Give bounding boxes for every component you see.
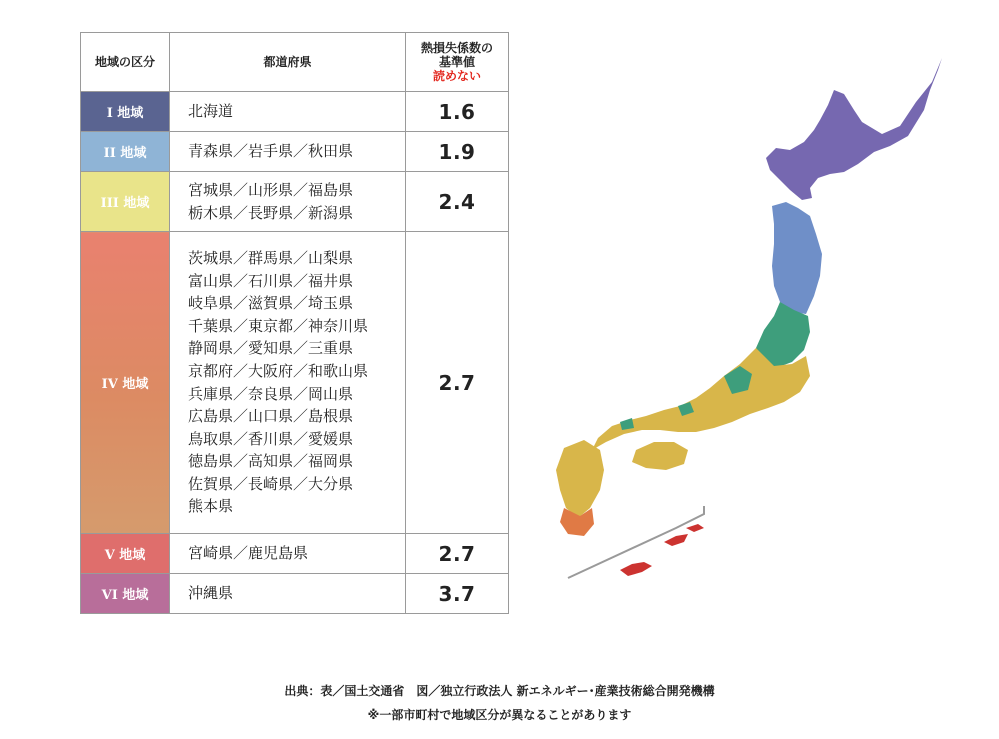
- prefecture-line: 沖縄県: [188, 584, 234, 603]
- prefecture-list: [170, 92, 406, 132]
- footer-note: ※一部市町村で地域区分が異なることがあります: [367, 708, 632, 722]
- zone-label: I 地域: [81, 92, 170, 132]
- coefficient-value: 3.7: [406, 574, 509, 614]
- map-kyushu: [556, 440, 604, 518]
- prefecture-line: 青森県／岩手県／秋田県: [188, 142, 354, 161]
- coefficient-value: 2.4: [406, 172, 509, 232]
- map-tohoku-north: [772, 202, 822, 314]
- header-value-line2: 基準値: [438, 55, 475, 69]
- table-row: [81, 232, 509, 534]
- map-okinawa: [620, 562, 652, 576]
- table-row: [81, 172, 509, 232]
- prefecture-line: 熊本県: [188, 497, 234, 516]
- map-hokkaido: [766, 58, 942, 200]
- prefecture-line: 北海道: [188, 102, 234, 121]
- japan-climate-zone-map: [528, 30, 958, 620]
- coefficient-value: 2.7: [406, 534, 509, 574]
- zone-label: III 地域: [81, 172, 170, 232]
- coefficient-value: 2.7: [406, 232, 509, 534]
- prefecture-line: 栃木県／長野県／新潟県: [188, 203, 354, 222]
- zone-table: [80, 32, 509, 614]
- prefecture-line: 宮城県／山形県／福島県: [188, 180, 354, 199]
- prefecture-list: [170, 232, 406, 534]
- prefecture-line: 宮崎県／鹿児島県: [188, 544, 309, 563]
- map-highlands-3: [620, 418, 634, 430]
- prefecture-line: 茨城県／群馬県／山梨県: [188, 248, 354, 267]
- prefecture-list: [170, 534, 406, 574]
- table-row: [81, 132, 509, 172]
- map-islands-n: [686, 524, 704, 532]
- map-svg: [528, 30, 958, 620]
- table-header-row: [81, 33, 509, 92]
- prefecture-list: [170, 132, 406, 172]
- header-value-note: 読めない: [432, 69, 481, 83]
- map-shikoku: [632, 442, 688, 470]
- zone-label: VI 地域: [81, 574, 170, 614]
- table-row: [81, 534, 509, 574]
- coefficient-value: 1.6: [406, 92, 509, 132]
- table-row: [81, 574, 509, 614]
- zone-label: V 地域: [81, 534, 170, 574]
- zone-label: IV 地域: [81, 232, 170, 534]
- footer-source: 出典：表／国土交通省 図／独立行政法人 新エネルギー･産業技術総合開発機構: [284, 684, 715, 698]
- prefecture-line: 鳥取県／香川県／愛媛県: [188, 429, 354, 448]
- prefecture-line: 京都府／大阪府／和歌山県: [188, 361, 369, 380]
- prefecture-line: 千葉県／東京都／神奈川県: [188, 316, 369, 335]
- map-amami: [664, 534, 688, 546]
- prefecture-line: 岐阜県／滋賀県／埼玉県: [188, 294, 354, 313]
- prefecture-line: 兵庫県／奈良県／岡山県: [188, 384, 354, 403]
- header-zone: 地域の区分: [81, 33, 170, 92]
- prefecture-list: [170, 574, 406, 614]
- prefecture-line: 静岡県／愛知県／三重県: [188, 339, 354, 358]
- coefficient-value: 1.9: [406, 132, 509, 172]
- prefecture-line: 広島県／山口県／島根県: [188, 407, 354, 426]
- header-prefecture: 都道府県: [170, 33, 406, 92]
- table-row: [81, 92, 509, 132]
- prefecture-line: 富山県／石川県／福井県: [188, 271, 354, 290]
- prefecture-line: 徳島県／高知県／福岡県: [188, 452, 354, 471]
- prefecture-line: 佐賀県／長崎県／大分県: [188, 474, 354, 493]
- zone-label: II 地域: [81, 132, 170, 172]
- header-value: [406, 33, 509, 92]
- prefecture-list: [170, 172, 406, 232]
- header-value-line1: 熱損失係数の: [420, 41, 493, 55]
